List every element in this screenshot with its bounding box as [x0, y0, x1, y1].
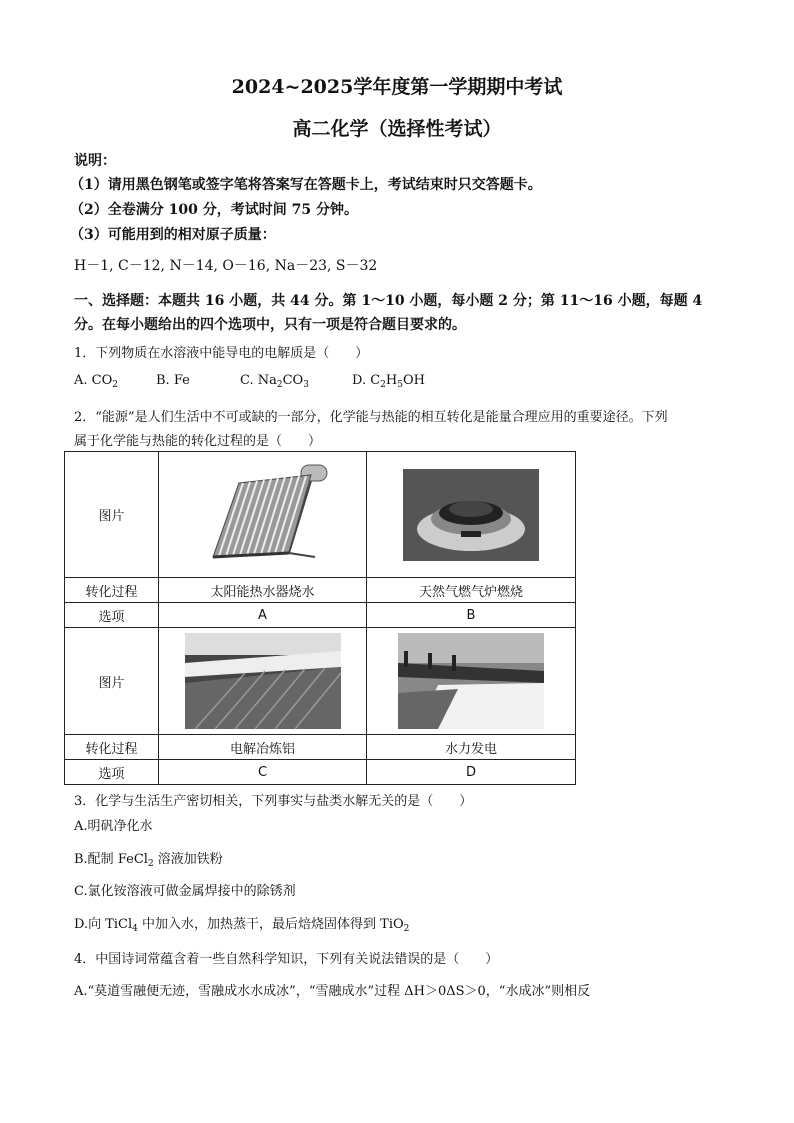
- option-a: A: [159, 603, 367, 628]
- row-label-picture: 图片: [65, 452, 159, 578]
- q3-option-c: C.氯化铵溶液可做金属焊接中的除锈剂: [74, 884, 296, 899]
- q2-options-table: [64, 451, 576, 785]
- section1-line2: 分。在每小题给出的四个选项中，只有一项是符合题目要求的。: [74, 317, 466, 333]
- q2-stem-line2: 属于化学能与热能的转化过程的是（ ）: [74, 434, 322, 449]
- process-d: 水力发电: [367, 735, 576, 760]
- process-c: 电解冶炼铝: [159, 735, 367, 760]
- q1-stem: 1．下列物质在水溶液中能导电的电解质是（ ）: [74, 346, 369, 361]
- note-1: （1）请用黑色钢笔或签字笔将答案写在答题卡上，考试结束时只交答题卡。: [70, 177, 542, 193]
- q3-stem: 3．化学与生活生产密切相关，下列事实与盐类水解无关的是（ ）: [74, 794, 473, 809]
- image-hydropower-dam: [367, 628, 576, 735]
- option-c: C: [159, 760, 367, 785]
- option-b: B: [367, 603, 576, 628]
- row-label-option-2: 选项: [65, 760, 159, 785]
- row-label-process-2: 转化过程: [65, 735, 159, 760]
- q2-stem-line1: 2．“能源”是人们生活中不可或缺的一部分，化学能与热能的相互转化是能量合理应用的重要途径。下列: [74, 410, 668, 425]
- q3-option-a: A.明矾净化水: [74, 819, 153, 834]
- image-gas-stove: [367, 452, 576, 578]
- image-solar-water-heater: [159, 452, 367, 578]
- section1-line1: 一、选择题：本题共 16 小题，共 44 分。第 1～10 小题，每小题 2 分；第 11～16 小题，每题 4: [74, 293, 703, 309]
- atomic-masses: H－1, C－12, N－14, O－16, Na－23, S－32: [74, 258, 378, 274]
- row-label-picture-2: 图片: [65, 628, 159, 735]
- q4-stem: 4．中国诗词常蕴含着一些自然科学知识，下列有关说法错误的是（ ）: [74, 952, 499, 967]
- note-3: （3）可能用到的相对原子质量：: [70, 227, 276, 243]
- q4-option-a: A.“莫道雪融便无迹，雪融成水水成冰”，“雪融成水”过程 ΔH＞0ΔS＞0，“水成冰”则相反: [74, 984, 591, 999]
- note-2: （2）全卷满分 100 分，考试时间 75 分钟。: [70, 202, 358, 218]
- notes-label: 说明：: [74, 153, 116, 169]
- q1-option-d: D. $C_2H_5OH$: [352, 373, 425, 390]
- exam-subtitle: 高二化学（选择性考试）: [292, 118, 502, 140]
- process-b: 天然气燃气炉燃烧: [367, 578, 576, 603]
- row-label-option: 选项: [65, 603, 159, 628]
- image-aluminum-electrolysis: [159, 628, 367, 735]
- option-d: D: [367, 760, 576, 785]
- exam-title: 2024~2025学年度第一学期期中考试: [231, 76, 563, 98]
- q1-option-a: A. $CO_2$: [74, 373, 118, 390]
- q3-option-d: D.向 TiCl$_4$ 中加入水，加热蒸干，最后焙烧固体得到 TiO$_2$: [74, 917, 410, 934]
- q3-option-b: B.配制 FeCl$_2$ 溶液加铁粉: [74, 852, 223, 869]
- process-a: 太阳能热水器烧水: [159, 578, 367, 603]
- q1-option-c: C. $Na_2CO_3$: [240, 373, 309, 390]
- q1-option-b: B. Fe: [156, 373, 190, 388]
- row-label-process: 转化过程: [65, 578, 159, 603]
